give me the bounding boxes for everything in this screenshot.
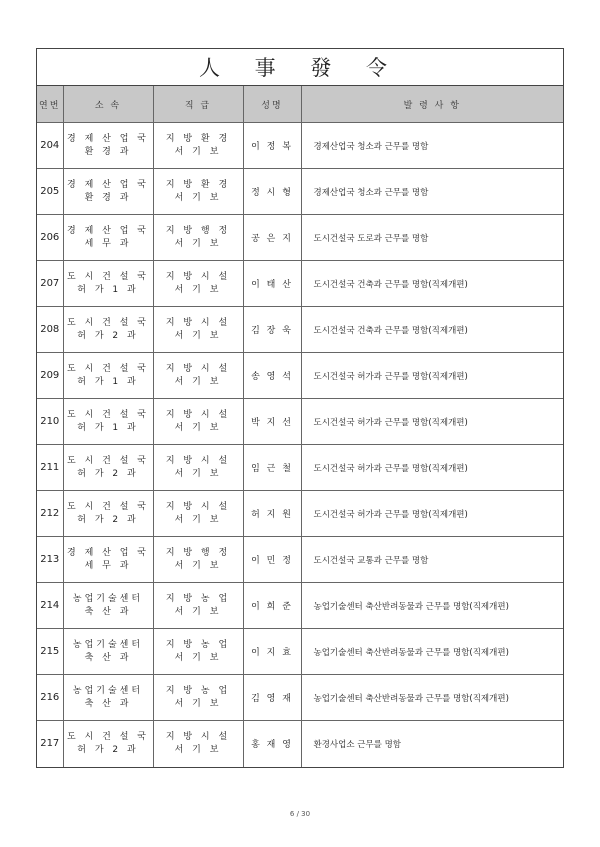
row-dept: [63, 445, 153, 491]
row-name: 송 영 석: [243, 353, 301, 399]
table-row: [37, 307, 563, 353]
dept-division: 축 산 과: [84, 698, 132, 709]
row-name: 이 태 산: [243, 261, 301, 307]
page-number: 6 / 30: [289, 810, 311, 818]
row-rank: [153, 307, 243, 353]
table-row: [37, 537, 563, 583]
row-dept: [63, 399, 153, 445]
rank-series: 지 방 환 경: [165, 133, 231, 144]
dept-division: 축 산 과: [84, 652, 132, 663]
row-rank: [153, 537, 243, 583]
row-name: 공 은 지: [243, 215, 301, 261]
row-dept: [63, 675, 153, 721]
row-rank: [153, 721, 243, 767]
header-detail: 발 령 사 항: [301, 86, 563, 123]
row-name: 김 영 재: [243, 675, 301, 721]
rank-series: 지 방 시 설: [165, 271, 231, 282]
rank-series: 지 방 시 설: [165, 731, 231, 742]
row-dept: [63, 261, 153, 307]
table-row: [37, 353, 563, 399]
dept-bureau: 경 제 산 업 국: [67, 547, 149, 558]
rank-grade: 서 기 보: [174, 376, 222, 387]
dept-division: 허 가 2 과: [77, 468, 139, 479]
header-rank: 직 급: [153, 86, 243, 123]
dept-division: 세 무 과: [84, 238, 132, 249]
row-name: 이 정 복: [243, 123, 301, 169]
row-detail: 도시건설국 건축과 근무를 명함(직제개편): [301, 261, 563, 307]
table-header-row: [37, 86, 563, 123]
row-detail: 경제산업국 청소과 근무를 명함: [301, 169, 563, 215]
row-detail: 도시건설국 허가과 근무를 명함(직제개편): [301, 491, 563, 537]
row-rank: [153, 583, 243, 629]
row-name: 박 지 선: [243, 399, 301, 445]
row-rank: [153, 445, 243, 491]
row-no: 208: [37, 307, 63, 353]
row-dept: [63, 353, 153, 399]
row-no: 204: [37, 123, 63, 169]
row-name: 김 장 욱: [243, 307, 301, 353]
row-dept: [63, 169, 153, 215]
row-dept: [63, 537, 153, 583]
row-rank: [153, 353, 243, 399]
row-name: 임 근 철: [243, 445, 301, 491]
rank-series: 지 방 농 업: [165, 593, 231, 604]
rank-series: 지 방 시 설: [165, 409, 231, 420]
row-no: 212: [37, 491, 63, 537]
row-dept: [63, 307, 153, 353]
row-detail: 도시건설국 허가과 근무를 명함(직제개편): [301, 445, 563, 491]
row-dept: [63, 215, 153, 261]
row-rank: [153, 399, 243, 445]
dept-bureau: 농업기술센터: [72, 593, 144, 604]
table-row: [37, 215, 563, 261]
rank-grade: 서 기 보: [174, 652, 222, 663]
dept-division: 세 무 과: [84, 560, 132, 571]
header-no: 연번: [37, 86, 63, 123]
dept-bureau: 경 제 산 업 국: [67, 179, 149, 190]
table-row: [37, 169, 563, 215]
row-no: 210: [37, 399, 63, 445]
rank-grade: 서 기 보: [174, 698, 222, 709]
personnel-table: [37, 86, 563, 767]
rank-series: 지 방 행 정: [165, 547, 231, 558]
row-no: 217: [37, 721, 63, 767]
row-detail: 도시건설국 도로과 근무를 명함: [301, 215, 563, 261]
rank-series: 지 방 시 설: [165, 501, 231, 512]
row-rank: [153, 261, 243, 307]
rank-series: 지 방 행 정: [165, 225, 231, 236]
row-name: 홍 재 영: [243, 721, 301, 767]
row-name: 정 시 형: [243, 169, 301, 215]
dept-bureau: 도 시 건 설 국: [67, 317, 149, 328]
row-rank: [153, 169, 243, 215]
row-dept: [63, 123, 153, 169]
personnel-order-sheet: [36, 48, 564, 768]
row-detail: 경제산업국 청소과 근무를 명함: [301, 123, 563, 169]
dept-bureau: 도 시 건 설 국: [67, 271, 149, 282]
rank-grade: 서 기 보: [174, 284, 222, 295]
row-rank: [153, 491, 243, 537]
dept-bureau: 도 시 건 설 국: [67, 455, 149, 466]
row-no: 211: [37, 445, 63, 491]
rank-series: 지 방 시 설: [165, 363, 231, 374]
row-rank: [153, 215, 243, 261]
dept-bureau: 도 시 건 설 국: [67, 731, 149, 742]
row-rank: [153, 123, 243, 169]
table-row: [37, 399, 563, 445]
dept-bureau: 도 시 건 설 국: [67, 409, 149, 420]
dept-bureau: 도 시 건 설 국: [67, 363, 149, 374]
rank-grade: 서 기 보: [174, 606, 222, 617]
rank-grade: 서 기 보: [174, 330, 222, 341]
table-row: [37, 675, 563, 721]
rank-series: 지 방 농 업: [165, 685, 231, 696]
row-detail: 농업기술센터 축산반려동물과 근무를 명함(직제개편): [301, 629, 563, 675]
dept-division: 허 가 1 과: [77, 284, 139, 295]
row-no: 205: [37, 169, 63, 215]
row-name: 이 희 준: [243, 583, 301, 629]
row-detail: 도시건설국 교통과 근무를 명함: [301, 537, 563, 583]
rank-grade: 서 기 보: [174, 238, 222, 249]
row-detail: 도시건설국 허가과 근무를 명함(직제개편): [301, 399, 563, 445]
table-row: [37, 629, 563, 675]
row-rank: [153, 629, 243, 675]
rank-grade: 서 기 보: [174, 744, 222, 755]
row-no: 207: [37, 261, 63, 307]
dept-division: 환 경 과: [84, 192, 132, 203]
dept-bureau: 경 제 산 업 국: [67, 225, 149, 236]
dept-division: 환 경 과: [84, 146, 132, 157]
table-row: [37, 491, 563, 537]
table-row: [37, 445, 563, 491]
rank-grade: 서 기 보: [174, 146, 222, 157]
dept-bureau: 도 시 건 설 국: [67, 501, 149, 512]
dept-bureau: 농업기술센터: [72, 685, 144, 696]
row-detail: 도시건설국 건축과 근무를 명함(직제개편): [301, 307, 563, 353]
row-name: 이 지 효: [243, 629, 301, 675]
row-detail: 도시건설국 허가과 근무를 명함(직제개편): [301, 353, 563, 399]
row-detail: 환경사업소 근무를 명함: [301, 721, 563, 767]
dept-division: 축 산 과: [84, 606, 132, 617]
header-dept: 소 속: [63, 86, 153, 123]
rank-grade: 서 기 보: [174, 192, 222, 203]
table-row: [37, 583, 563, 629]
document-title: 人 事 發 令: [37, 49, 563, 86]
row-no: 213: [37, 537, 63, 583]
dept-division: 허 가 2 과: [77, 744, 139, 755]
row-no: 206: [37, 215, 63, 261]
dept-bureau: 경 제 산 업 국: [67, 133, 149, 144]
table-row: [37, 123, 563, 169]
dept-bureau: 농업기술센터: [72, 639, 144, 650]
rank-series: 지 방 시 설: [165, 455, 231, 466]
row-no: 215: [37, 629, 63, 675]
row-dept: [63, 629, 153, 675]
rank-grade: 서 기 보: [174, 468, 222, 479]
dept-division: 허 가 1 과: [77, 422, 139, 433]
table-row: [37, 721, 563, 767]
row-detail: 농업기술센터 축산반려동물과 근무를 명함(직제개편): [301, 675, 563, 721]
dept-division: 허 가 1 과: [77, 376, 139, 387]
rank-series: 지 방 시 설: [165, 317, 231, 328]
row-no: 209: [37, 353, 63, 399]
dept-division: 허 가 2 과: [77, 330, 139, 341]
row-dept: [63, 491, 153, 537]
row-name: 이 민 정: [243, 537, 301, 583]
table-row: [37, 261, 563, 307]
rank-grade: 서 기 보: [174, 560, 222, 571]
rank-grade: 서 기 보: [174, 422, 222, 433]
rank-grade: 서 기 보: [174, 514, 222, 525]
row-detail: 농업기술센터 축산반려동물과 근무를 명함(직제개편): [301, 583, 563, 629]
row-rank: [153, 675, 243, 721]
row-name: 허 지 원: [243, 491, 301, 537]
row-no: 216: [37, 675, 63, 721]
row-dept: [63, 721, 153, 767]
row-dept: [63, 583, 153, 629]
row-no: 214: [37, 583, 63, 629]
rank-series: 지 방 농 업: [165, 639, 231, 650]
rank-series: 지 방 환 경: [165, 179, 231, 190]
header-name: 성명: [243, 86, 301, 123]
dept-division: 허 가 2 과: [77, 514, 139, 525]
